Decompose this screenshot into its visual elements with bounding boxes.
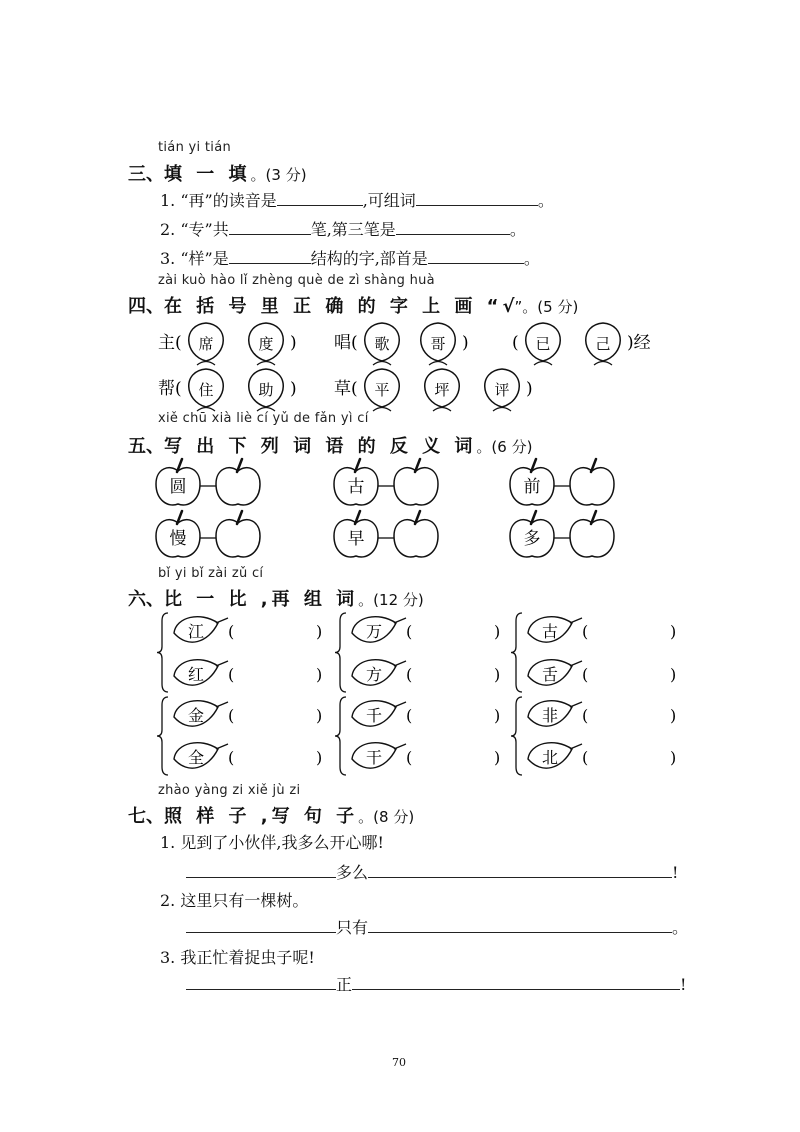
paren-open: ( xyxy=(228,665,235,684)
s7-example-3: 3. 我正忙着捉虫子呢! xyxy=(160,948,315,967)
group-prefix: 帮( xyxy=(158,379,182,399)
group-suffix: ) xyxy=(526,379,533,399)
leaf-char xyxy=(174,617,228,642)
choice-char: 歌 xyxy=(374,335,390,353)
s7-heading xyxy=(128,802,414,828)
paren-close: ) xyxy=(494,706,501,725)
leaf-stem-icon xyxy=(216,661,228,666)
paren-open: ( xyxy=(582,665,589,684)
group-suffix: ) xyxy=(290,379,297,399)
s3-number: 三、 xyxy=(128,164,164,185)
choice-char: 哥 xyxy=(430,335,446,353)
s7-answer-line-2: 只有 。 xyxy=(186,915,688,938)
paren-open: ( xyxy=(406,622,413,641)
s5-title: 写 出 下 列 词 语 的 反 义 词 xyxy=(164,436,477,457)
leaf-char xyxy=(174,701,228,726)
leaf-stem-icon xyxy=(570,661,582,666)
paren-open: ( xyxy=(406,748,413,767)
brace-icon xyxy=(157,697,168,775)
leaf-text: 非 xyxy=(541,706,559,725)
word-char: 古 xyxy=(347,477,365,497)
s5-pinyin: xiě chū xià liè cí yǔ de fǎn yì cí xyxy=(158,411,369,426)
s7-score: 。(8 分) xyxy=(358,808,415,826)
group-prefix: 唱( xyxy=(334,333,358,353)
s7-number: 七、 xyxy=(128,806,164,827)
choice-char: 住 xyxy=(198,381,214,399)
choice-char: 席 xyxy=(198,335,214,353)
choice-char: 己 xyxy=(595,335,611,353)
leaf-text: 舌 xyxy=(541,665,559,684)
word-char: 圆 xyxy=(169,477,187,497)
leaf-text: 方 xyxy=(365,665,383,684)
leaf-stem-icon xyxy=(216,702,228,707)
leaf-char xyxy=(352,743,406,768)
paren-open: ( xyxy=(406,665,413,684)
paren-close: ) xyxy=(316,622,323,641)
answer-blank[interactable] xyxy=(186,916,336,933)
group-prefix: ( xyxy=(512,333,519,353)
answer-blank[interactable] xyxy=(368,916,672,933)
s7-pinyin: zhào yàng zi xiě jù zi xyxy=(158,783,301,798)
s7-keyword: 只有 xyxy=(336,918,369,937)
leaf-char xyxy=(528,617,582,642)
group-prefix: 主( xyxy=(158,333,182,353)
paren-open: ( xyxy=(582,706,589,725)
s4-title: 在 括 号 里 正 确 的 字 上 画 “ xyxy=(164,296,503,317)
choice-char: 平 xyxy=(374,381,390,399)
leaf-char xyxy=(174,660,228,685)
leaf-text: 金 xyxy=(187,706,205,725)
answer-blank[interactable] xyxy=(186,861,336,878)
leaf-char xyxy=(352,617,406,642)
leaf-text: 干 xyxy=(365,748,383,767)
s3-pinyin: tián yi tián xyxy=(158,140,231,155)
leaf-char xyxy=(528,701,582,726)
checkmark-icon: √ xyxy=(502,296,515,317)
leaf-char xyxy=(528,743,582,768)
s3-item-1: 1. “再”的读音是 ,可组词 。 xyxy=(160,191,554,210)
brace-icon xyxy=(157,613,168,692)
word-char: 前 xyxy=(523,477,541,497)
leaf-char xyxy=(174,743,228,768)
paren-open: ( xyxy=(582,622,589,641)
s4-score: ”。(5 分) xyxy=(514,298,579,316)
s4-number: 四、 xyxy=(128,296,164,317)
brace-icon xyxy=(335,697,346,775)
s7-example-2: 2. 这里只有一棵树。 xyxy=(160,891,309,910)
brace-icon xyxy=(511,613,522,692)
choice-char: 坪 xyxy=(434,381,450,399)
s6-score: 。(12 分) xyxy=(358,591,424,609)
paren-close: ) xyxy=(494,665,501,684)
paren-close: ) xyxy=(316,665,323,684)
paren-open: ( xyxy=(406,706,413,725)
paren-close: ) xyxy=(494,748,501,767)
leaf-char xyxy=(352,701,406,726)
group-prefix: 草( xyxy=(334,379,358,399)
leaf-char xyxy=(352,660,406,685)
leaf-stem-icon xyxy=(570,618,582,623)
answer-blank[interactable] xyxy=(368,861,672,878)
s7-keyword: 多么 xyxy=(336,863,369,882)
leaf-stem-icon xyxy=(570,744,582,749)
s6-title: 比 一 比 ,再 组 词 xyxy=(164,589,359,610)
brace-icon xyxy=(335,613,346,692)
leaf-text: 千 xyxy=(365,706,383,725)
group-suffix: ) xyxy=(290,333,297,353)
s3-title: 填 一 填 xyxy=(164,164,251,185)
s7-title: 照 样 子 ,写 句 子 xyxy=(164,806,359,827)
brace-icon xyxy=(511,697,522,775)
s6-number: 六、 xyxy=(128,589,164,610)
s4-pinyin: zài kuò hào lǐ zhèng què de zì shàng huà xyxy=(158,273,435,288)
s6-pinyin: bǐ yi bǐ zài zǔ cí xyxy=(158,566,264,581)
paren-close: ) xyxy=(670,706,677,725)
s7-keyword: 正 xyxy=(336,975,353,994)
word-char: 多 xyxy=(523,529,541,549)
leaf-stem-icon xyxy=(394,661,406,666)
paren-open: ( xyxy=(582,748,589,767)
group-suffix: )经 xyxy=(627,333,651,353)
paren-close: ) xyxy=(494,622,501,641)
s3-item-2: 2. “专”共 笔,第三笔是 。 xyxy=(160,220,526,239)
choice-char: 助 xyxy=(258,381,274,399)
s3-score: 。(3 分) xyxy=(250,166,307,184)
group-suffix: ) xyxy=(462,333,469,353)
leaf-stem-icon xyxy=(216,744,228,749)
leaf-text: 万 xyxy=(365,622,383,641)
word-char: 早 xyxy=(347,529,365,549)
s7-answer-line-1: 多么 ! xyxy=(186,860,678,883)
s3-item-3: 3. “样”是 结构的字,部首是 。 xyxy=(160,249,540,268)
s5-number: 五、 xyxy=(128,436,164,457)
paren-close: ) xyxy=(316,706,323,725)
s5-score: 。(6 分) xyxy=(476,438,533,456)
paren-open: ( xyxy=(228,748,235,767)
s7-answer-line-3: 正 ! xyxy=(186,972,686,995)
leaf-text: 江 xyxy=(187,622,205,641)
choice-char: 度 xyxy=(258,335,274,353)
leaf-char xyxy=(528,660,582,685)
leaf-text: 红 xyxy=(187,665,205,684)
leaf-stem-icon xyxy=(216,618,228,623)
choice-char: 已 xyxy=(535,335,551,353)
leaf-stem-icon xyxy=(394,702,406,707)
answer-blank[interactable] xyxy=(186,973,336,990)
word-char: 慢 xyxy=(169,529,187,549)
paren-open: ( xyxy=(228,706,235,725)
leaf-stem-icon xyxy=(570,702,582,707)
paren-close: ) xyxy=(316,748,323,767)
leaf-text: 古 xyxy=(541,622,559,641)
paren-close: ) xyxy=(670,622,677,641)
s7-example-1: 1. 见到了小伙伴,我多么开心哪! xyxy=(160,833,384,852)
choice-char: 评 xyxy=(494,381,510,399)
paren-close: ) xyxy=(670,665,677,684)
answer-blank[interactable] xyxy=(352,973,680,990)
leaf-stem-icon xyxy=(394,618,406,623)
paren-close: ) xyxy=(670,748,677,767)
page-number: 70 xyxy=(392,1056,406,1069)
leaf-text: 北 xyxy=(541,748,559,767)
leaf-stem-icon xyxy=(394,744,406,749)
leaf-text: 全 xyxy=(187,748,205,767)
paren-open: ( xyxy=(228,622,235,641)
